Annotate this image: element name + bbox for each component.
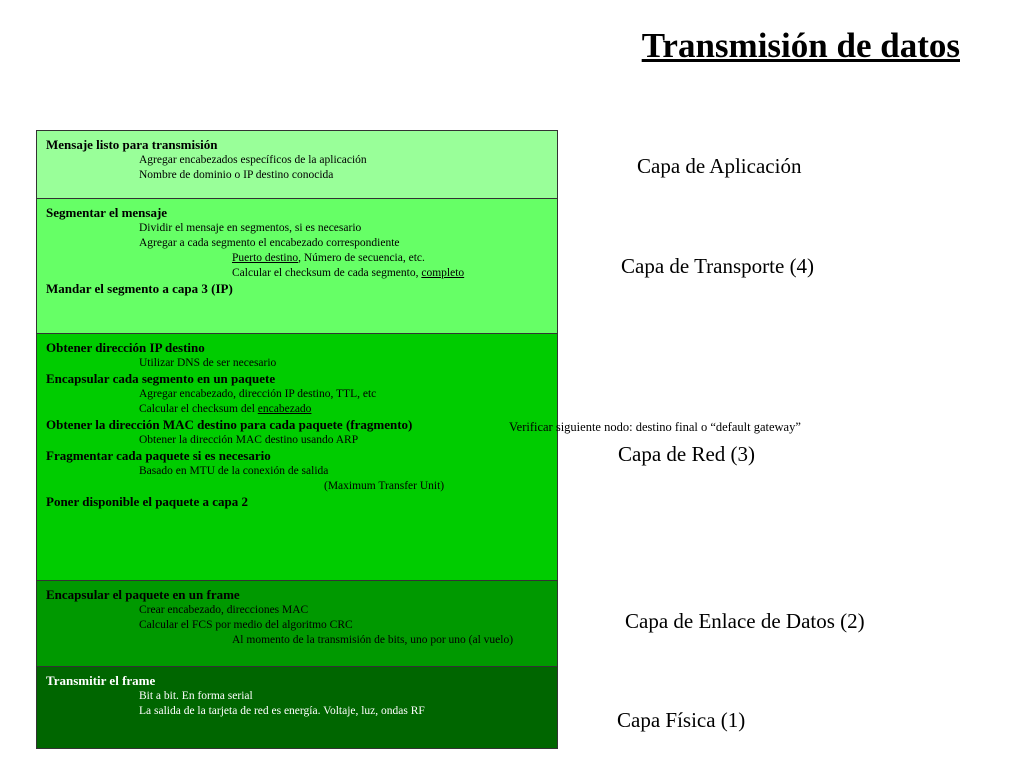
transport-detail-checksum [46,266,548,281]
network-step-get-ip: Obtener dirección IP destino [46,340,205,355]
network-substep-dns: Utilizar DNS de ser necesario [139,357,277,369]
datalink-step-frame: Encapsular el paquete en un frame [46,587,240,602]
label-datalink-layer: Capa de Enlace de Datos (2) [625,609,865,633]
transport-layer-box [37,199,557,334]
physical-layer-box [37,667,557,748]
label-transport-layer: Capa de Transporte (4) [621,254,815,278]
network-step-get-mac: Obtener la dirección MAC destino para cada paquete (fragmento) [46,417,413,432]
transport-detail-port-post: , Número de secuencia, etc. [298,252,425,264]
network-step-pass-down: Poner disponible el paquete a capa 2 [46,494,249,509]
transport-step-segment: Segmentar el mensaje [46,205,168,220]
network-substep-arp: Obtener la dirección MAC destino usando ARP [139,434,359,446]
application-layer-box [37,131,557,199]
datalink-layer-box [37,581,557,667]
physical-substep-energy: La salida de la tarjeta de red es energía. Voltaje, luz, ondas RF [139,705,425,717]
transport-detail-port-underlined: Puerto destino [232,252,299,264]
application-substep-destination: Nombre de dominio o IP destino conocida [139,169,334,181]
datalink-substep-fcs: Calcular el FCS por medio del algoritmo CRC [139,619,353,631]
layer-stack [36,130,558,749]
physical-substep-serial: Bit a bit. En forma serial [139,690,253,702]
network-substep-mtu-expansion: (Maximum Transfer Unit) [324,480,445,492]
network-layer-box [37,334,557,581]
transport-substep-divide: Dividir el mensaje en segmentos, si es necesario [139,222,362,234]
label-application-layer: Capa de Aplicación [637,154,802,178]
page-title: Transmisión de datos [641,26,960,65]
label-network-layer: Capa de Red (3) [618,442,756,466]
physical-step-transmit: Transmitir el frame [46,673,156,688]
network-step-encapsulate: Encapsular cada segmento en un paquete [46,371,276,386]
transport-step-send: Mandar el segmento a capa 3 (IP) [46,281,233,296]
next-hop-note: Verificar siguiente nodo: destino final o “default gateway” [509,420,801,434]
transport-substep-add-header: Agregar a cada segmento el encabezado correspondiente [139,237,400,249]
network-substep-add-header: Agregar encabezado, dirección IP destino, TTL, etc [139,388,377,400]
network-substep-checksum-pre: Calcular el checksum del [139,403,258,415]
datalink-substep-header: Crear encabezado, direcciones MAC [139,604,309,616]
transport-detail-port [46,251,548,266]
application-step-ready: Mensaje listo para transmisión [46,137,218,152]
network-substep-checksum-underlined: encabezado [257,403,312,415]
network-step-fragment: Fragmentar cada paquete si es necesario [46,448,271,463]
network-substep-checksum [46,402,548,417]
label-physical-layer: Capa Física (1) [617,708,746,732]
network-substep-mtu: Basado en MTU de la conexión de salida [139,465,329,477]
datalink-detail-on-the-fly: Al momento de la transmisión de bits, uno por uno (al vuelo) [232,634,514,646]
transport-detail-checksum-underlined: completo [421,267,465,279]
transport-detail-checksum-pre: Calcular el checksum de cada segmento, [232,267,422,279]
application-substep-headers: Agregar encabezados específicos de la aplicación [139,154,367,166]
